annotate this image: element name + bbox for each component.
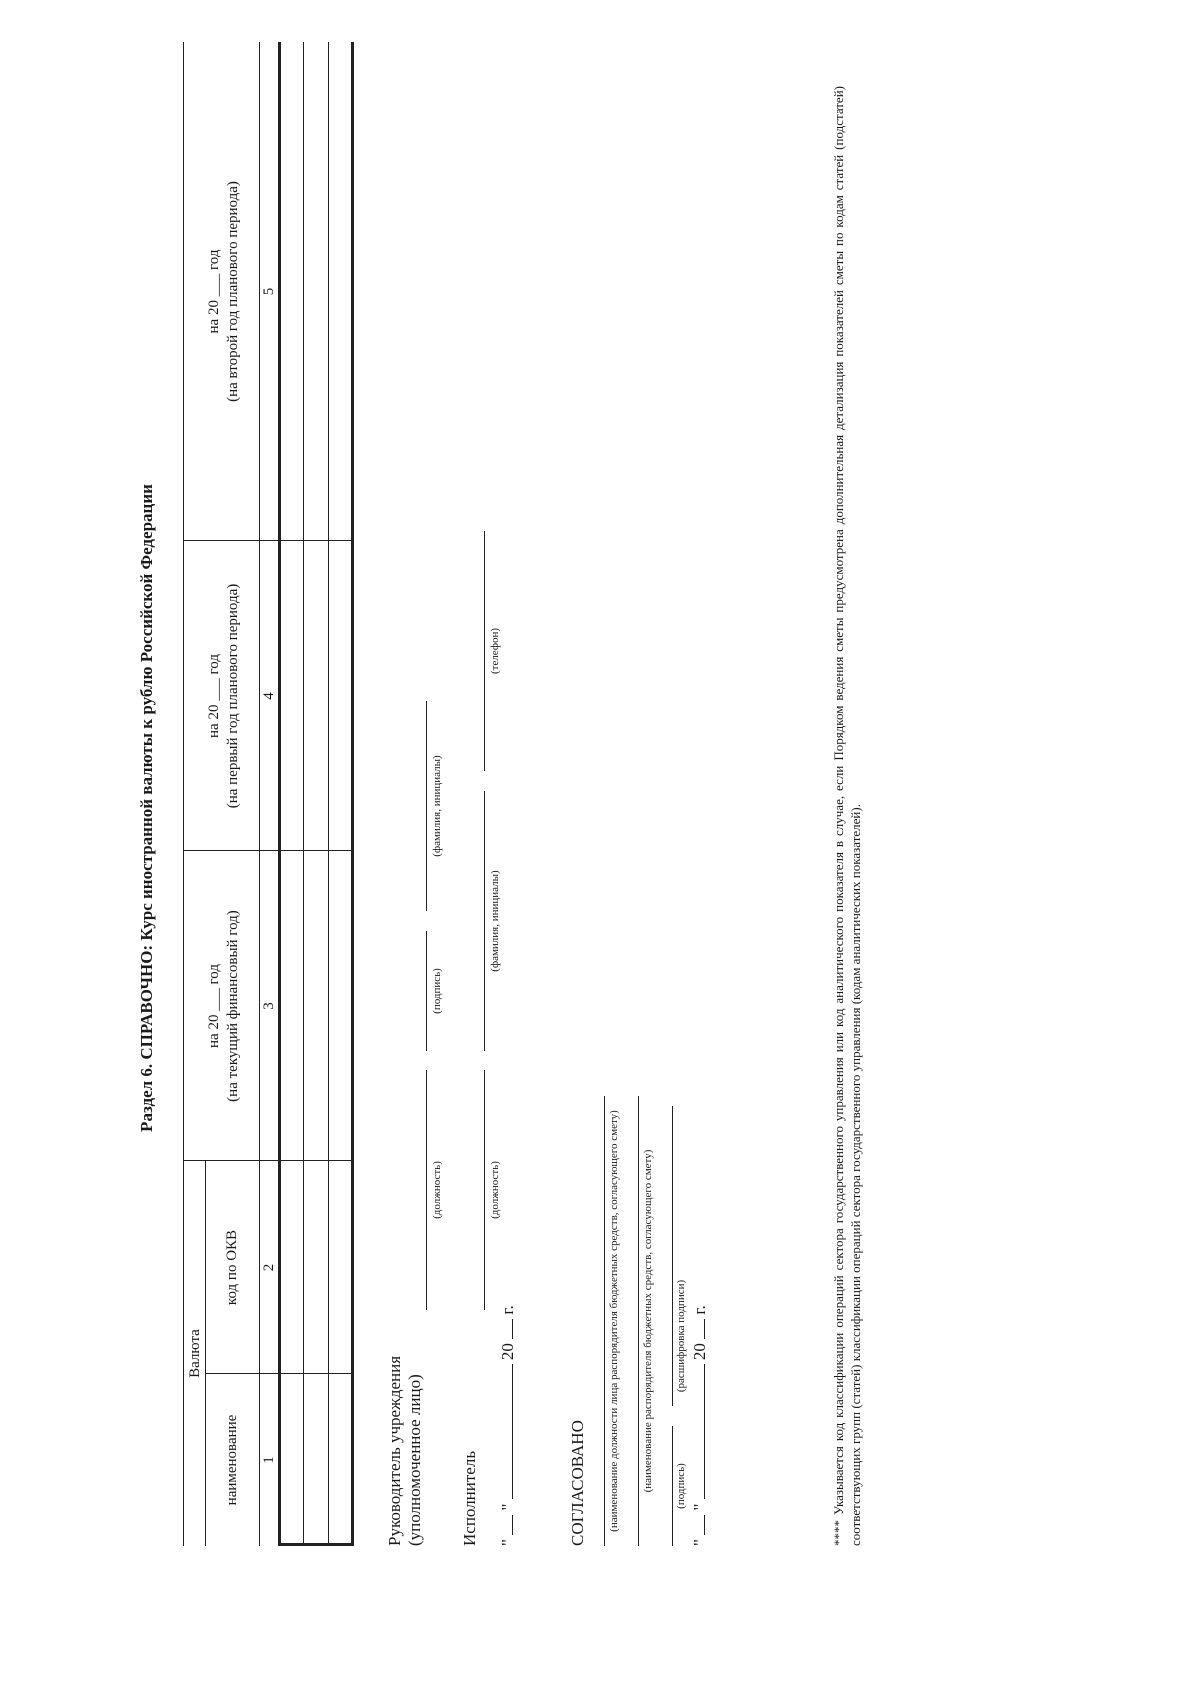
executor-date: " " 20 г. — [498, 1305, 517, 1546]
head-label: Руководитель учреждения (уполномоченное лицо) — [385, 1355, 424, 1546]
agreed-decode-caption: (расшифровка подписи) — [675, 1279, 687, 1393]
currency-group-header: Валюта — [187, 1329, 203, 1378]
executor-position-line — [484, 1070, 485, 1310]
agreed-date: " " 20 г. — [690, 1305, 709, 1546]
executor-phone-line — [484, 531, 485, 771]
executor-name-line — [484, 791, 485, 1051]
agreed-org-caption: (наименование распорядителя бюджетных средств, согласующего смету) — [642, 1149, 654, 1493]
col-first-plan-year-header: на 20 ___ год (на первый год планового периода) — [206, 583, 241, 809]
head-signature-caption: (подпись) — [431, 968, 443, 1014]
agreed-label: СОГЛАСОВАНО — [568, 1420, 587, 1546]
currency-rate-table — [183, 42, 363, 1546]
executor-phone-caption: (телефон) — [489, 627, 501, 675]
head-name-line — [426, 701, 427, 911]
agreed-position-line — [604, 1096, 605, 1546]
head-name-caption: (фамилия, инициалы) — [431, 755, 443, 857]
section-title: Раздел 6. СПРАВОЧНО: Курс иностранной валюты к рублю Российской Федерации — [137, 484, 156, 1132]
head-signature-line — [426, 931, 427, 1051]
col-number-4: 4 — [261, 692, 277, 700]
head-position-caption: (должность) — [431, 1161, 443, 1219]
col-name-header: наименование — [224, 1414, 240, 1506]
col-current-year-header: на 20 ___ год (на текущий финансовый год) — [206, 910, 241, 1102]
agreed-position-caption: (наименование должности лица распорядителя бюджетных средств, согласующего смету) — [608, 1110, 620, 1532]
agreed-signature-line — [672, 1426, 673, 1546]
footnote: **** Указывается код классификации операций сектора государственного управления или код аналитического показателя в случае, если Порядком ведения сметы предусмотрена дополнительная детализация показателей сметы по кодам статей (подстатей) соответствующих групп (статей) классификации операций сектора государственного управления (кодам аналитических показателей). — [831, 86, 863, 1546]
col-number-1: 1 — [261, 1456, 277, 1464]
agreed-org-line — [638, 1096, 639, 1546]
executor-position-caption: (должность) — [489, 1161, 501, 1219]
agreed-decode-line — [672, 1106, 673, 1406]
col-second-plan-year-header: на 20 ___ год (на второй год планового периода) — [206, 181, 241, 402]
head-position-line — [426, 1070, 427, 1310]
col-number-3: 3 — [261, 1002, 277, 1010]
agreed-signature-caption: (подпись) — [675, 1463, 687, 1509]
col-okv-header: код по ОКВ — [224, 1229, 240, 1306]
executor-label: Исполнитель — [460, 1450, 479, 1546]
executor-name-caption: (фамилия, инициалы) — [489, 870, 501, 972]
col-number-5: 5 — [261, 287, 277, 296]
col-number-2: 2 — [261, 1263, 277, 1272]
